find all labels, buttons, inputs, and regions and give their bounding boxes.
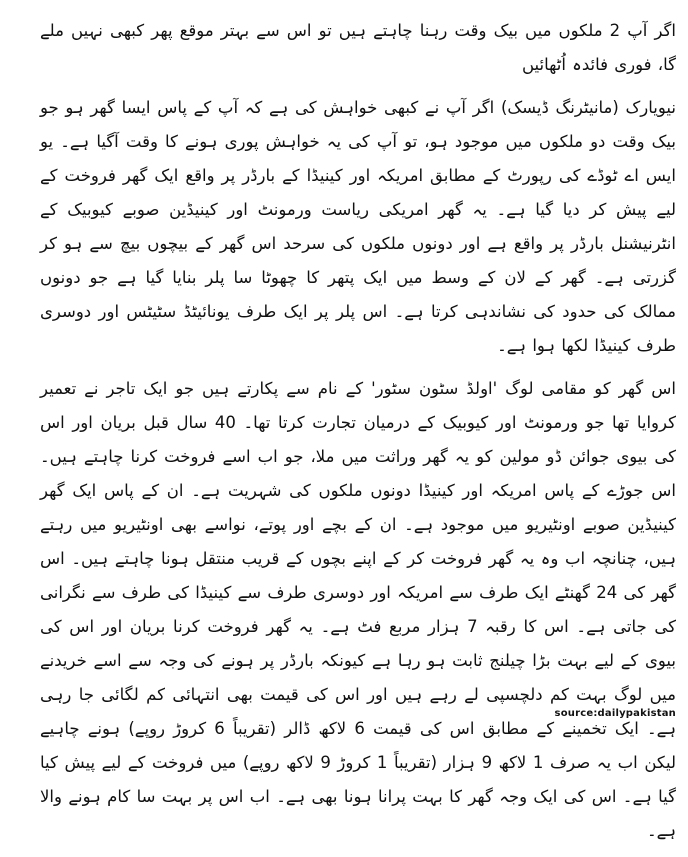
details-paragraph: اس گھر کو مقامی لوگ 'اولڈ سٹون سٹور' کے نام سے پکارتے ہیں جو ایک تاجر نے تعمیر کروایا تھا جو ورمونٹ اور کیوبیک کے درمیان تجارت کرتا تھا۔ 40 سال قبل بریان اور اس کی بیوی جوائن ڈو مولین کو یہ گھر وراثت میں ملا، جو اب اسے فروخت کرنا چاہتے ہیں۔ اس جوڑے کے پاس امریکہ اور کینیڈا دونوں ملکوں کی شہریت ہے۔ ان کے پاس ایک گھر کینیڈین صوبے اونٹیریو میں موجود ہے۔ ان کے بچے اور پوتے، نواسے بھی اونٹیریو میں رہتے ہیں، چنانچہ اب وہ یہ گھر فروخت کر کے اپنے بچوں کے قریب منتقل ہونا چاہتے ہیں۔ اس گھر کی 24 گھنٹے ایک طرف سے امریکہ اور دوسری طرف سے کینیڈا کی طرف سے نگرانی کی جاتی ہے۔ اس کا رقبہ 7 ہزار مربع فٹ ہے۔ یہ گھر فروخت کرنا بریان اور اس کی بیوی کے لیے بہت بڑا چیلنج ثابت ہو رہا ہے کیونکہ بارڈر پر ہونے کی وجہ سے اسے خریدنے میں لوگ بہت کم دلچسپی لے رہے ہیں اور اس کی قیمت بھی انتہائی کم لگائی جا رہی ہے۔ ایک تخمینے کے مطابق اس کی قیمت 6 لاکھ ڈالر (تقریباً 6 کروڑ روپے) ہونے چاہیے لیکن اب یہ صرف 1 لاکھ 9 ہزار (تقریباً 1 کروڑ 9 لاکھ روپے) میں فروخت کے لیے پیش کیا گیا ہے۔ اس کی ایک وجہ گھر کا بہت پرانا ہونا بھی ہے۔ اب اس پر بہت سا کام ہونے والا ہے۔ <box>40 379 677 840</box>
headline-paragraph: اگر آپ 2 ملکوں میں بیک وقت رہنا چاہتے ہیں تو اس سے بہتر موقع پھر کبھی نہیں ملے گا، فوری فائدہ اُٹھائیں <box>40 21 676 74</box>
source-credit: source:dailypakistan <box>554 708 676 719</box>
article-body <box>40 14 676 857</box>
intro-paragraph: نیویارک (مانیٹرنگ ڈیسک) اگر آپ نے کبھی خواہش کی ہے کہ آپ کے پاس ایسا گھر ہو جو بیک وقت دو ملکوں میں موجود ہو، تو آپ کی یہ خواہش پوری ہونے کا وقت آگیا ہے۔ یو ایس اے ٹوڈے کی رپورٹ کے مطابق امریکہ اور کینیڈا کے بارڈر پر واقع ایک گھر فروخت کے لیے پیش کر دیا گیا ہے۔ یہ گھر امریکی ریاست ورمونٹ اور کینیڈین صوبے کیوبیک کے انٹرنیشنل بارڈر پر واقع ہے اور دونوں ملکوں کی سرحد اس گھر کے بیچوں بیچ سے ہو کر گزرتی ہے۔ گھر کے لان کے وسط میں ایک پتھر کا چھوٹا سا پلر بنایا گیا ہے جو دونوں ممالک کی حدود کی نشاندہی کرتا ہے۔ اس پلر پر ایک طرف یونائیٹڈ سٹیٹس اور دوسری طرف کینیڈا لکھا ہوا ہے۔ <box>40 98 676 355</box>
